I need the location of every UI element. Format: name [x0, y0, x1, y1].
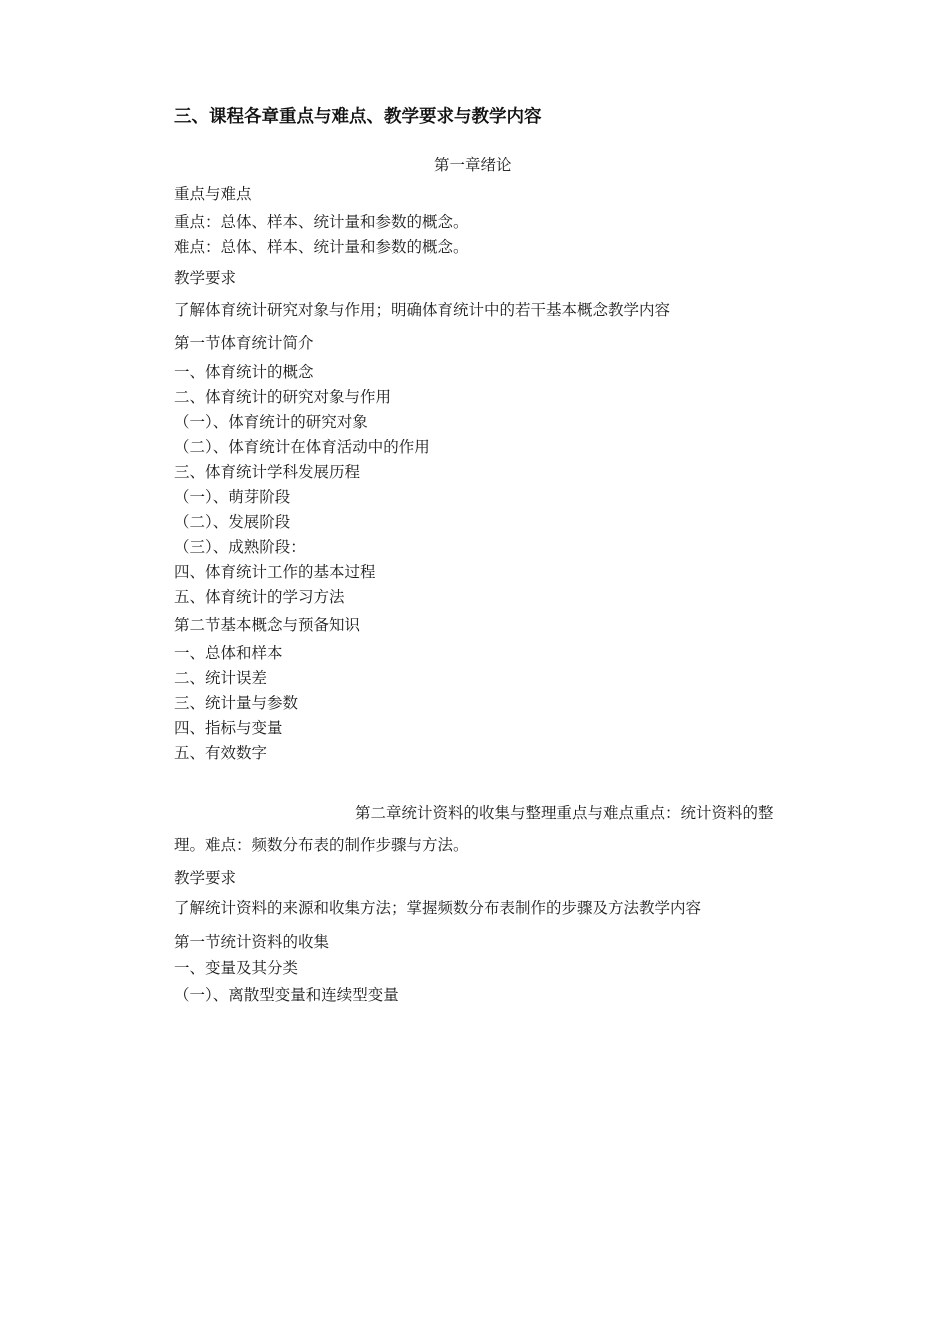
section-heading: 三、课程各章重点与难点、教学要求与教学内容	[174, 107, 542, 127]
list-item: 五、体育统计的学习方法	[174, 588, 345, 606]
list-item: 三、统计量与参数	[174, 694, 299, 712]
list-item: （二）、发展阶段	[174, 513, 291, 531]
chapter1-section1-title: 第一节体育统计简介	[174, 334, 314, 352]
list-item: 三、体育统计学科发展历程	[174, 463, 361, 481]
chapter2-requirements-text: 了解统计资料的来源和收集方法；掌握频数分布表制作的步骤及方法教学内容	[174, 899, 702, 917]
chapter1-title: 第一章绪论	[434, 156, 512, 174]
list-item: 一、体育统计的概念	[174, 363, 314, 381]
list-item: 四、体育统计工作的基本过程	[174, 563, 376, 581]
chapter2-continued-line: 理。难点：频数分布表的制作步骤与方法。	[174, 836, 469, 854]
chapter2-section1-title: 第一节统计资料的收集	[174, 933, 330, 951]
chapter1-difficulty: 难点：总体、样本、统计量和参数的概念。	[174, 238, 469, 256]
chapter1-section2-title: 第二节基本概念与预备知识	[174, 616, 361, 634]
list-item: （一）、离散型变量和连续型变量	[174, 986, 399, 1004]
list-item: （三）、成熟阶段：	[174, 538, 306, 556]
list-item: 四、指标与变量	[174, 719, 283, 737]
chapter1-requirements-heading: 教学要求	[174, 269, 237, 287]
chapter2-requirements-heading: 教学要求	[174, 869, 237, 887]
list-item: （二）、体育统计在体育活动中的作用	[174, 438, 430, 456]
chapter1-key-point: 重点：总体、样本、统计量和参数的概念。	[174, 213, 469, 231]
list-item: 二、统计误差	[174, 669, 268, 687]
list-item: 五、有效数字	[174, 744, 268, 762]
list-item: 二、体育统计的研究对象与作用	[174, 388, 392, 406]
list-item: 一、总体和样本	[174, 644, 283, 662]
chapter1-requirements-text: 了解体育统计研究对象与作用；明确体育统计中的若干基本概念教学内容	[174, 301, 671, 319]
list-item: （一）、体育统计的研究对象	[174, 413, 368, 431]
list-item: 一、变量及其分类	[174, 959, 299, 977]
chapter2-title-line: 第二章统计资料的收集与整理重点与难点重点：统计资料的整	[355, 804, 774, 822]
chapter1-key-heading: 重点与难点	[174, 185, 252, 203]
list-item: （一）、萌芽阶段	[174, 488, 291, 506]
